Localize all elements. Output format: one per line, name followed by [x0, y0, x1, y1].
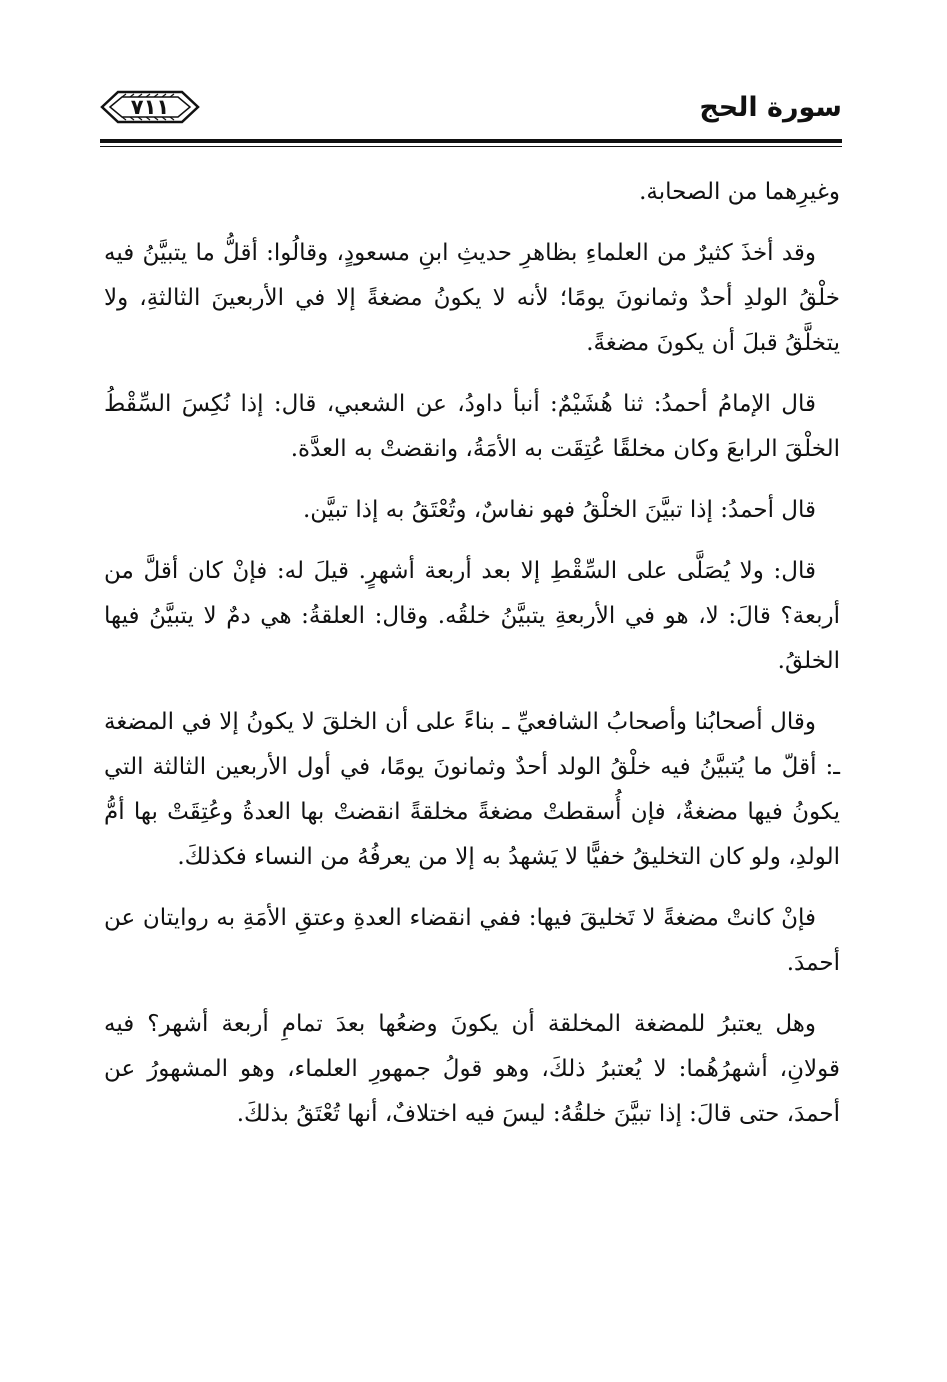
page-number-badge: [100, 88, 200, 126]
page-header: [100, 86, 842, 134]
paragraph: فإنْ كانتْ مضغةً لا تَخليقَ فيها: ففي انقضاء العدةِ وعتقِ الأمَةِ به روايتان عن أحمدَ.: [104, 905, 840, 976]
page-number: ٧١١: [130, 95, 170, 119]
paragraph: وهل يعتبرُ للمضغة المخلقة أن يكونَ وضعُها بعدَ تمامِ أربعة أشهر؟ فيه قولانِ، أشهرُهُما: لا يُعتبرُ ذلكَ، وهو قولُ جمهورِ العلماء، وهو المشهورُ عن أحمدَ، حتى قالَ: إذا تبيَّنَ خلقُهُ: ليسَ فيه اختلافٌ، أنها تُعْتَقُ بذلكَ.: [104, 1011, 840, 1127]
header-rule-thick: [100, 139, 842, 143]
page-body: [104, 170, 840, 1153]
paragraph: قال أحمدُ: إذا تبيَّنَ الخلْقُ فهو نفاسٌ، وتُعْتَقُ به إذا تبيَّن.: [302, 497, 816, 523]
paragraph: وقال أصحابُنا وأصحابُ الشافعيِّ ـ بناءً على أن الخلقَ لا يكونُ إلا في المضغة ـ: أقلّ ما يُتبيَّنُ فيه خلْقُ الولد أحدٌ وثمانونَ يومًا، في أول الأربعين الثالثة التي يكونُ فيها مضغةٌ، فإن أُسقطتْ مضغةً مخلقةً انقضتْ بها العدةُ وعُتِقَتْ بها أمُّ الولدِ، ولو كان التخليقُ خفيًّا لا يَشهدُ به إلا من يعرفُهُ من النساء فكذلكَ.: [104, 709, 840, 870]
paragraph: قال: ولا يُصَلَّى على السِّقْطِ إلا بعد أربعة أشهرٍ. قيلَ له: فإنْ كان أقلَّ من أربعة؟ قالَ: لا، هو في الأربعةِ يتبيَّنُ خلقُه. وقال: العلقةُ: هي دمٌ لا يتبيَّنُ فيها الخلقُ.: [104, 558, 840, 674]
paragraph: قال الإمامُ أحمدُ: ثنا هُشَيْمٌ: أنبأ داودُ، عن الشعبي، قال: إذا نُكِسَ السِّقْطُ الخلْقَ الرابعَ وكان مخلقًا عُتِقَت به الأمَةُ، وانقضتْ به العدَّة.: [104, 391, 840, 462]
paragraph: وقد أخذَ كثيرٌ من العلماءِ بظاهرِ حديثِ ابنِ مسعودٍ، وقالُوا: أقلُّ ما يتبيَّنُ فيه خلْقُ الولدِ أحدٌ وثمانونَ يومًا؛ لأنه لا يكونُ مضغةً إلا في الأربعينَ الثالثةِ، ولا يتخلَّقُ قبلَ أن يكونَ مضغةً.: [104, 240, 840, 356]
paragraph: وغيرِهما من الصحابة.: [639, 179, 840, 205]
header-rule-thin: [100, 146, 842, 147]
surah-title: سورة الحج: [699, 92, 842, 123]
